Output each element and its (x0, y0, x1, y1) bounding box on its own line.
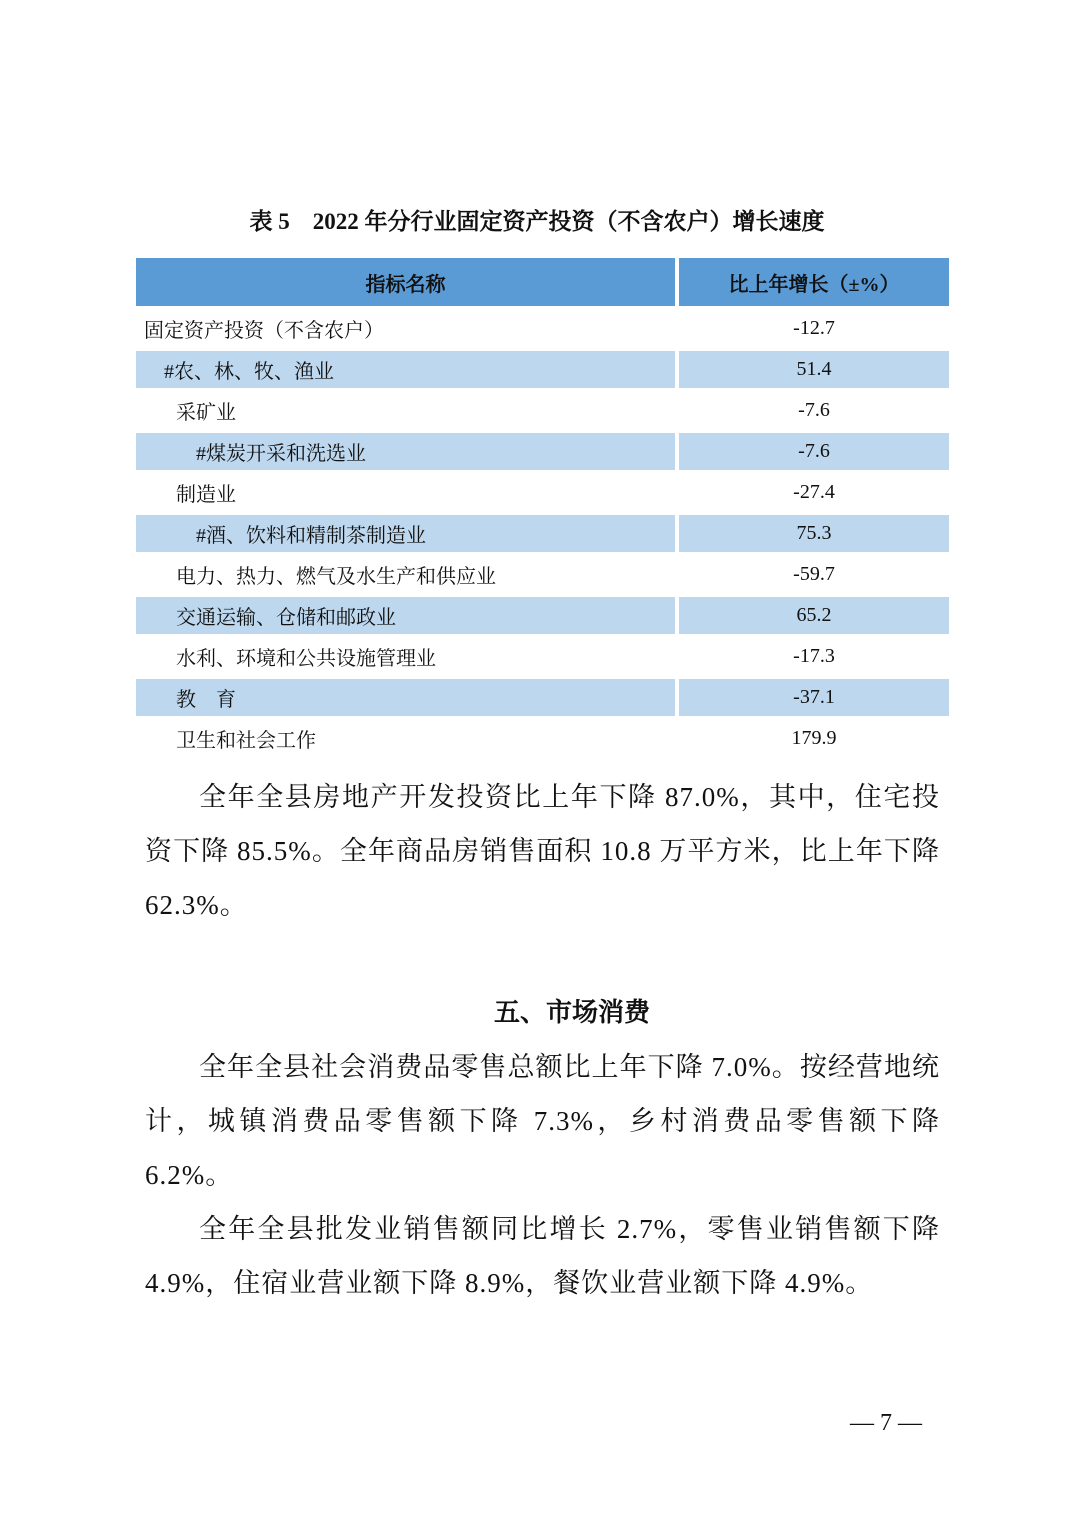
table-title: 表 5 2022 年分行业固定资产投资（不含农户）增长速度 (249, 209, 825, 234)
table-row (136, 474, 949, 511)
row-value: -7.6 (798, 399, 830, 421)
row-indicator: #农、林、牧、渔业 (136, 351, 675, 388)
row-value: -27.4 (793, 481, 835, 503)
page-number: — 7 — (850, 1410, 922, 1436)
row-value: -7.6 (679, 433, 949, 470)
row-indicator: 水利、环境和公共设施管理业 (176, 648, 436, 670)
table-row (136, 392, 949, 429)
row-value: -12.7 (793, 317, 835, 339)
growth-table (136, 258, 949, 761)
row-indicator: #煤炭开采和洗选业 (136, 433, 675, 470)
row-value: 179.9 (791, 727, 837, 749)
row-indicator: 制造业 (176, 484, 236, 506)
row-indicator: 教 育 (136, 679, 675, 716)
paragraph-wholesale: 全年全县批发业销售额同比增长 2.7%，零售业销售额下降 4.9%，住宿业营业额下降 8.9%，餐饮业营业额下降 4.9%。 (145, 1214, 940, 1298)
row-indicator: 卫生和社会工作 (176, 730, 316, 752)
section-heading: 五、市场消费 (493, 998, 650, 1027)
row-value: 65.2 (679, 597, 949, 634)
table-row (136, 310, 949, 347)
table-row (136, 638, 949, 675)
paragraph-retail: 全年全县社会消费品零售总额比上年下降 7.0%。按经营地统计，城镇消费品零售额下降 7.3%，乡村消费品零售额下降 6.2%。 (145, 1052, 940, 1190)
table-row (136, 351, 949, 388)
table-row (136, 679, 949, 716)
header-indicator: 指标名称 (136, 258, 675, 306)
row-value: 75.3 (679, 515, 949, 552)
table-header (136, 258, 949, 306)
row-value: -37.1 (679, 679, 949, 716)
row-indicator: 固定资产投资（不含农户） (144, 320, 384, 342)
row-value: 51.4 (679, 351, 949, 388)
header-growth: 比上年增长（±%） (679, 258, 949, 306)
table-row (136, 433, 949, 470)
table-row (136, 556, 949, 593)
row-indicator: 采矿业 (176, 402, 236, 424)
table-row (136, 597, 949, 634)
table-row (136, 720, 949, 757)
row-value: -17.3 (793, 645, 835, 667)
paragraph-real-estate: 全年全县房地产开发投资比上年下降 87.0%，其中，住宅投资下降 85.5%。全年商品房销售面积 10.8 万平方米，比上年下降 62.3%。 (145, 782, 940, 920)
row-value: -59.7 (793, 563, 835, 585)
row-indicator: 电力、热力、燃气及水生产和供应业 (176, 566, 496, 588)
table-row (136, 515, 949, 552)
row-indicator: 交通运输、仓储和邮政业 (136, 597, 675, 634)
row-indicator: #酒、饮料和精制茶制造业 (136, 515, 675, 552)
